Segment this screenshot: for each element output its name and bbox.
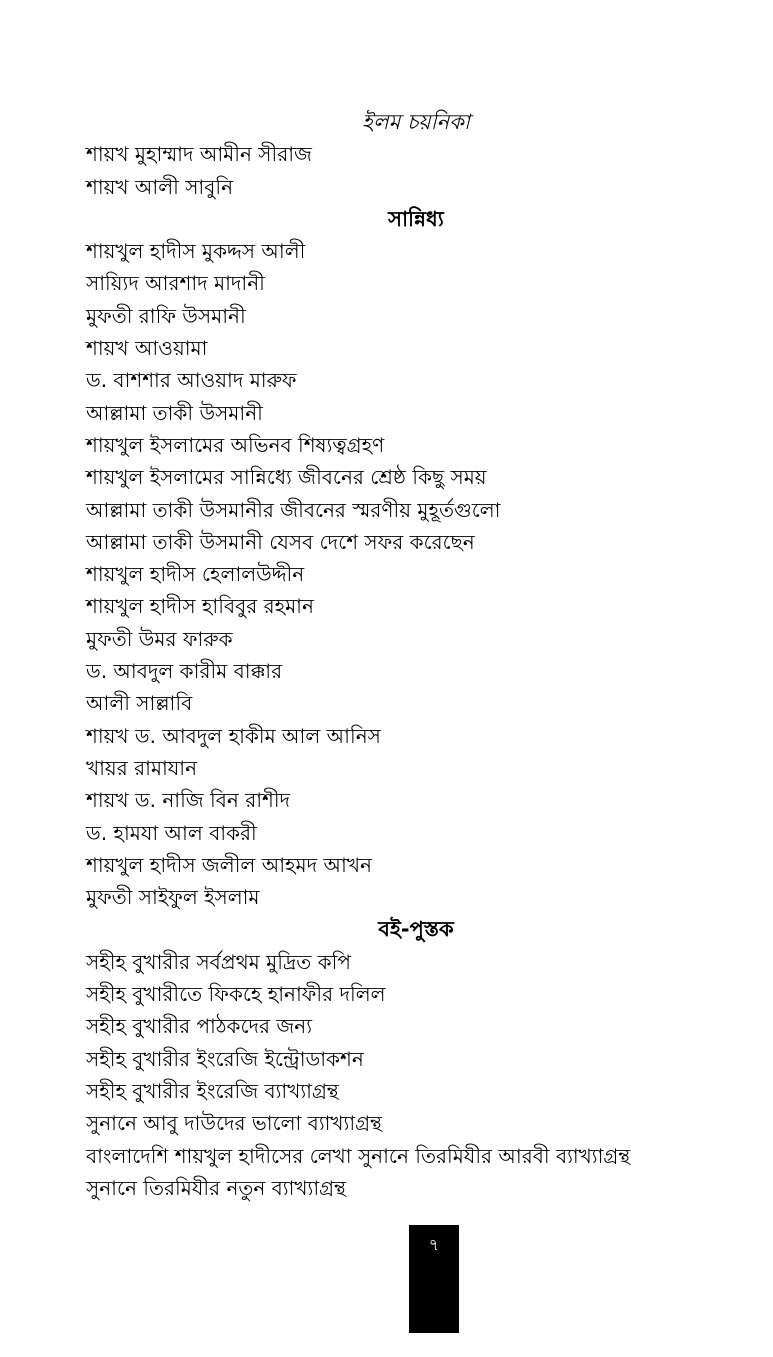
contents-entry: শায়খ মুহাম্মাদ আমীন সীরাজ	[86, 142, 312, 167]
contents-entry: শায়খ আলী সাবুনি	[86, 174, 234, 199]
contents-entry: সায়্যিদ আরশাদ মাদানী	[86, 271, 265, 296]
contents-entry: সহীহ বুখারীর ইংরেজি ব্যাখ্যাগ্রন্থ	[86, 1078, 339, 1103]
page-number-tab	[409, 1225, 459, 1333]
contents-entry: শায়খুল ইসলামের অভিনব শিষ্যত্বগ্রহণ	[86, 432, 385, 457]
contents-entry: শায়খ আওয়ামা	[86, 336, 208, 361]
contents-entry: মুফতী রাফি উসমানী	[86, 303, 246, 328]
contents-entry: আল্লামা তাকী উসমানী যেসব দেশে সফর করেছেন	[86, 529, 475, 554]
section-heading: বই-পুস্তক	[378, 917, 454, 942]
contents-entry: সুনানে আবু দাউদের ভালো ব্যাখ্যাগ্রন্থ	[86, 1111, 382, 1136]
contents-entry: ড. হামযা আল বাকরী	[86, 820, 257, 845]
contents-entry: শায়খুল ইসলামের সান্নিধ্যে জীবনের শ্রেষ্ঠ কিছু সময়	[86, 465, 487, 490]
contents-entry: শায়খুল হাদীস হেলালউদ্দীন	[86, 562, 305, 587]
contents-entry: ড. বাশশার আওয়াদ মারুফ	[86, 368, 297, 393]
contents-entry: মুফতী সাইফুল ইসলাম	[86, 885, 260, 910]
page-number: ৭	[428, 1235, 440, 1254]
contents-entry: বাংলাদেশি শায়খুল হাদীসের লেখা সুনানে তিরমিযীর আরবী ব্যাখ্যাগ্রন্থ	[86, 1143, 631, 1168]
contents-entry: শায়খুল হাদীস মুকদ্দস আলী	[86, 239, 306, 264]
contents-entry: আলী সাল্লাবি	[86, 691, 193, 716]
contents-entry: সুনানে তিরমিযীর নতুন ব্যাখ্যাগ্রন্থ	[86, 1175, 346, 1200]
contents-entry: সহীহ বুখারীর পাঠকদের জন্য	[86, 1014, 313, 1039]
contents-entry: আল্লামা তাকী উসমানীর জীবনের স্মরণীয় মুহূর্তগুলো	[86, 497, 501, 522]
contents-entry: সহীহ বুখারীতে ফিকহে হানাফীর দলিল	[86, 982, 386, 1007]
contents-entry: শায়খ ড. আবদুল হাকীম আল আনিস	[86, 723, 381, 748]
contents-entry: আল্লামা তাকী উসমানী	[86, 400, 263, 425]
contents-list	[86, 106, 686, 1204]
contents-entry: ড. আবদুল কারীম বাক্কার	[86, 659, 283, 684]
contents-entry: সহীহ বুখারীর সর্বপ্রথম মুদ্রিত কপি	[86, 949, 351, 974]
contents-entry: শায়খুল হাদীস জলীল আহমদ আখন	[86, 852, 372, 877]
contents-entry: শায়খ ড. নাজি বিন রাশীদ	[86, 788, 291, 813]
section-heading: ইলম চয়নিকা	[362, 110, 470, 134]
contents-entry: মুফতী উমর ফারুক	[86, 626, 233, 651]
contents-entry: খায়র রামাযান	[86, 755, 198, 780]
section-heading: সান্নিধ্য	[388, 206, 444, 231]
contents-entry: সহীহ বুখারীর ইংরেজি ইন্ট্রোডাকশন	[86, 1046, 364, 1071]
contents-entry: শায়খুল হাদীস হাবিবুর রহমান	[86, 594, 314, 619]
